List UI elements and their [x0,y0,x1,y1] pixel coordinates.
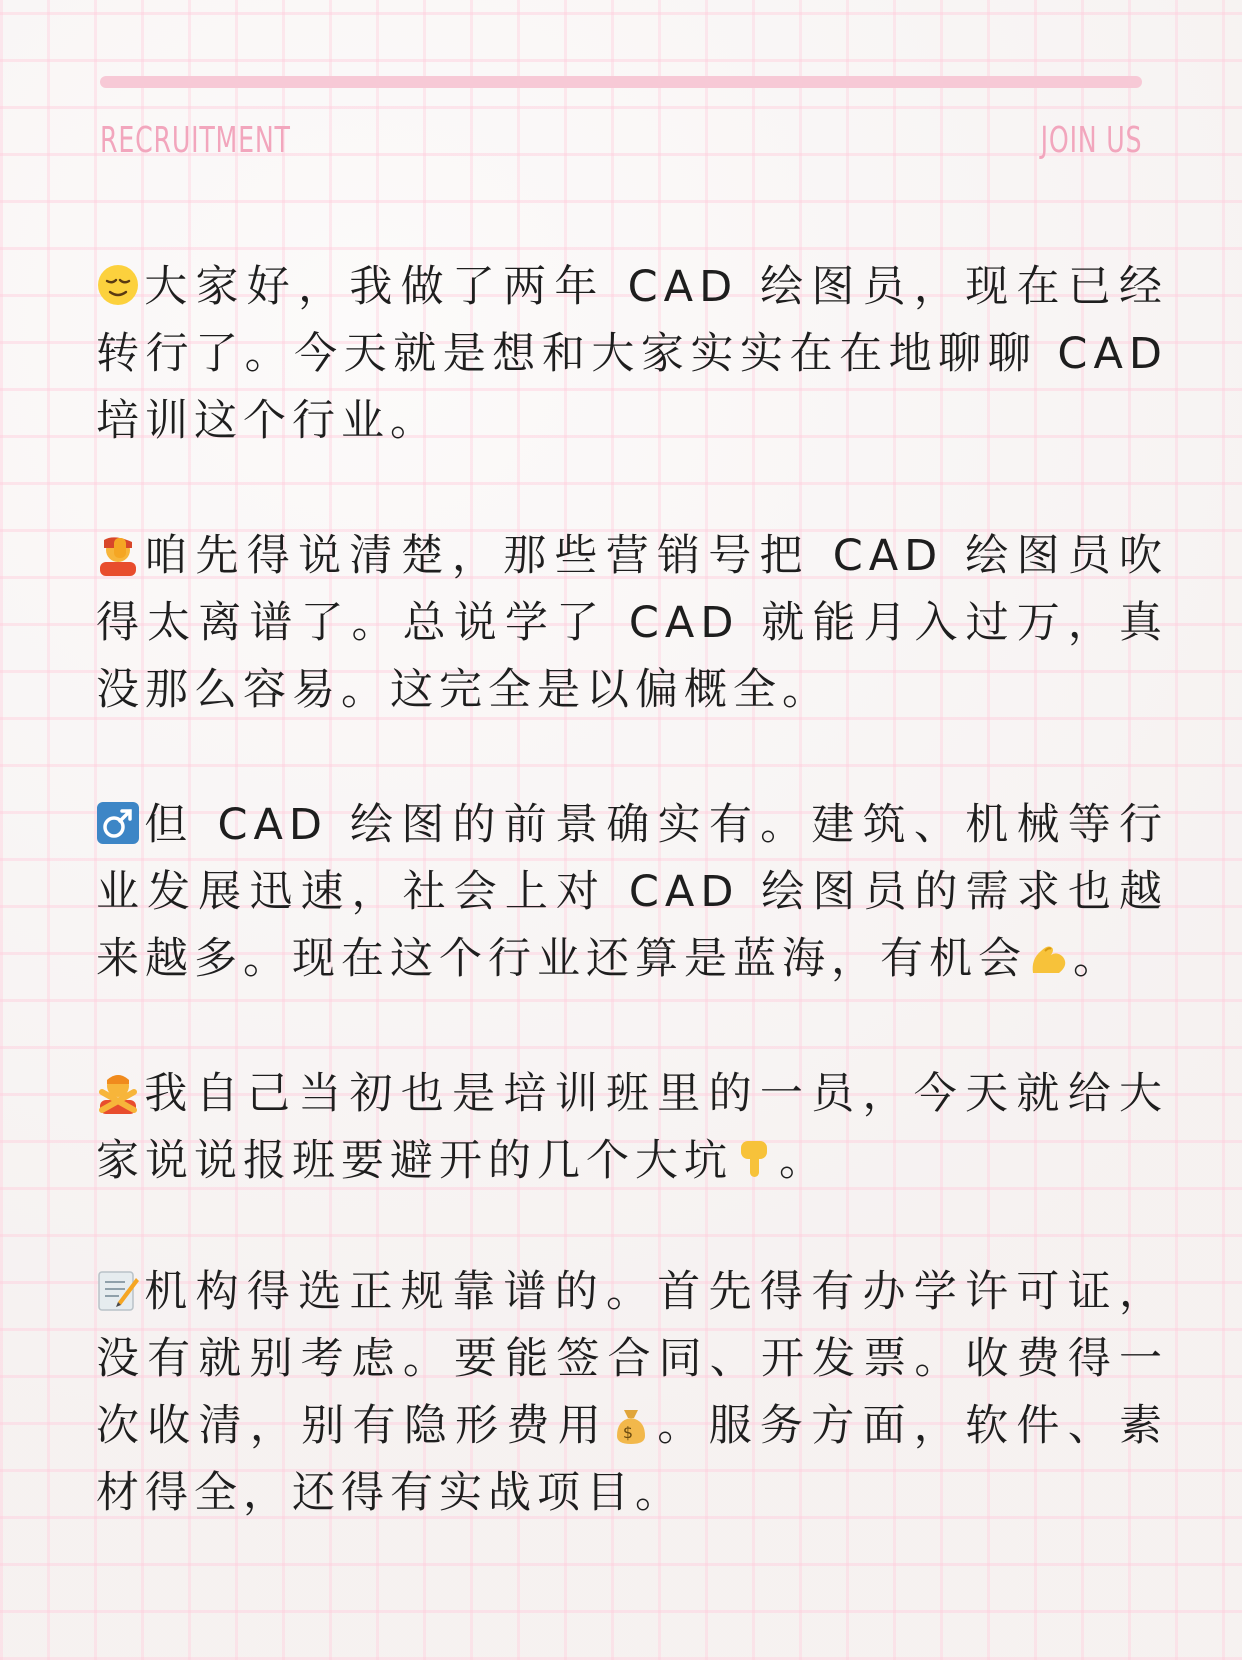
post-body [96,254,1168,1595]
header-recruitment-label: RECRUITMENT [100,120,291,161]
person-gesturing-no-icon [96,1067,140,1111]
paragraph-text-b: 。 [779,1136,828,1186]
relieved-face-icon [96,260,140,304]
svg-text:$: $ [622,1423,640,1442]
paragraph-warning [96,523,1168,724]
money-bag-icon [609,1399,653,1443]
paragraph-intro [96,254,1168,455]
header-join-us-label: JOIN US [1040,120,1142,161]
flexed-biceps-icon [1027,932,1071,976]
paragraph-text-b: 。 [1073,934,1122,984]
paragraph-prospects [96,792,1168,993]
paragraph-checklist [96,1259,1168,1527]
paragraph-text-a: 机构得选正规靠谱的。首先得有办学许可证，没有就别考虑。要能签合同、开发票。收费得一次收清，别有隐形费用 [96,1267,1168,1451]
face-palm-icon [96,529,140,573]
male-sign-icon [96,798,140,842]
paragraph-text-b: 。服务方面，软件、素材得全，还得有实战项目。 [96,1401,1168,1518]
top-decorative-line [100,76,1142,88]
paragraph-text-a: 但 CAD 绘图的前景确实有。建筑、机械等行业发展迅速，社会上对 CAD 绘图员的需求也越来越多。现在这个行业还算是蓝海，有机会 [96,800,1168,984]
paragraph-experience [96,1061,1168,1195]
pointing-down-icon [733,1134,777,1178]
memo-icon [96,1265,140,1309]
paragraph-text: 咱先得说清楚，那些营销号把 CAD 绘图员吹得太离谱了。总说学了 CAD 就能月入过万，真没那么容易。这完全是以偏概全。 [96,531,1168,715]
paragraph-text: 大家好，我做了两年 CAD 绘图员，现在已经转行了。今天就是想和大家实实在在地聊聊 CAD 培训这个行业。 [96,262,1168,446]
paragraph-text-a: 我自己当初也是培训班里的一员，今天就给大家说说报班要避开的几个大坑 [96,1069,1168,1186]
